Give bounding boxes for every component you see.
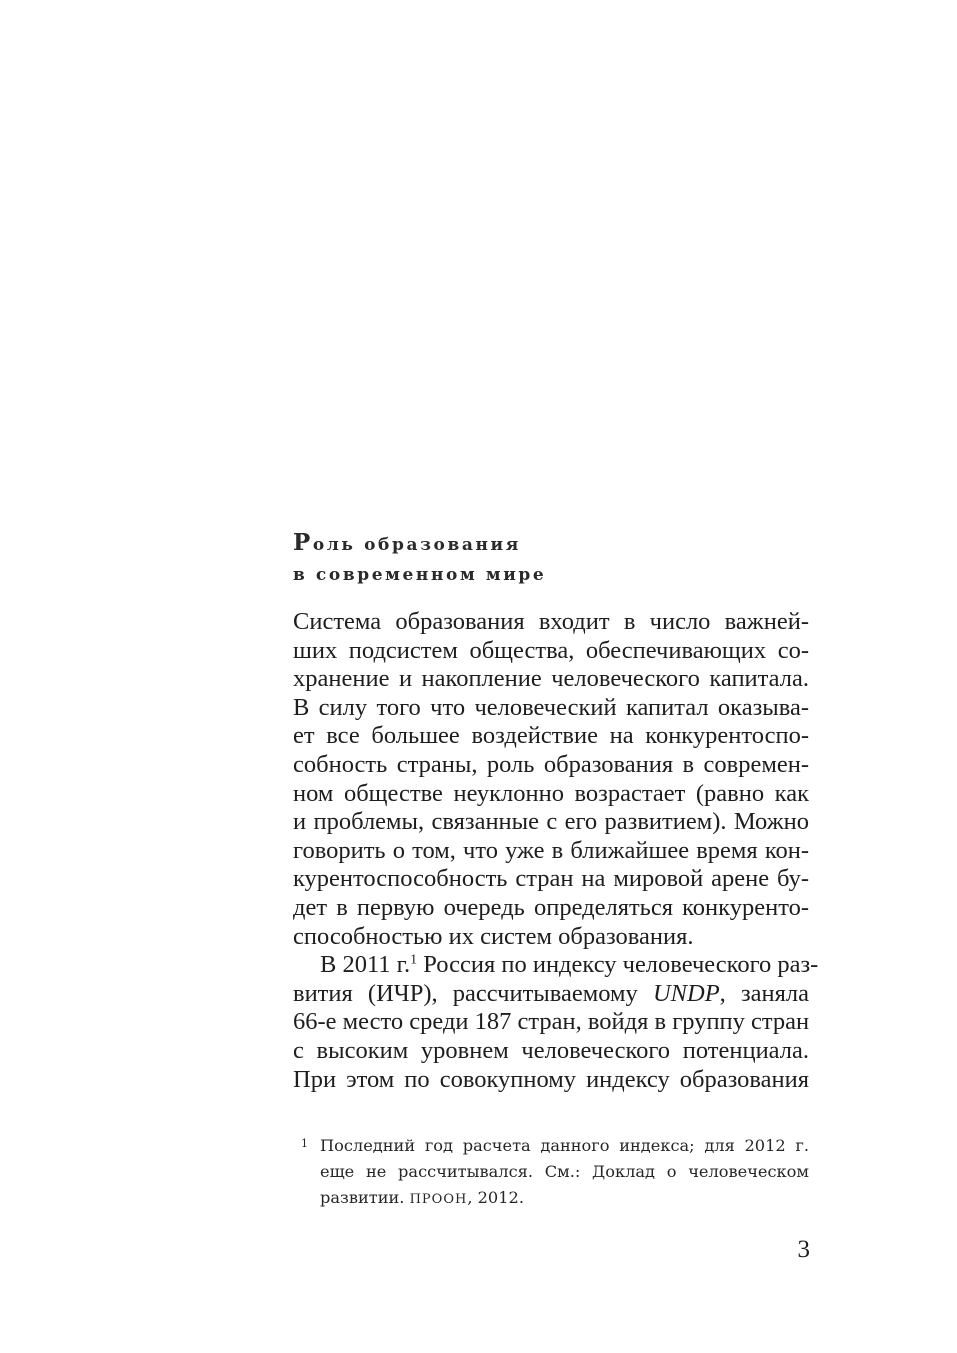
footnote-line: Последний год расчета данного индекса; для 2012 г. — [320, 1136, 809, 1155]
footnote-line: развитии. ПРООН, 2012. — [320, 1188, 524, 1207]
text-line: вития (ИЧР), рассчитываемому UNDP, заняла — [293, 979, 809, 1007]
text-line: ет все большее воздействие на конкурентоспо- — [293, 722, 809, 750]
text-line: При этом по совокупному индексу образования — [293, 1065, 809, 1093]
text-line: курентоспособность стран на мировой арене бу- — [293, 865, 809, 893]
text-line: хранение и накопление человеческого капитала. — [293, 665, 809, 693]
body-text — [293, 608, 819, 1094]
text-line: собность страны, роль образования в современ- — [293, 750, 809, 778]
text-line: и проблемы, связанные с его развитием). Можно — [293, 808, 809, 836]
heading-line-1: Роль образования — [293, 529, 521, 556]
footnote-body — [320, 1133, 809, 1213]
page-number: 3 — [797, 1236, 810, 1263]
text-line: В силу того что человеческий капитал оказыва- — [293, 693, 809, 721]
text-line: говорить о том, что уже в ближайшее время кон- — [293, 836, 809, 864]
footnote-mark: 1 — [301, 1137, 308, 1150]
text-line: 66-е место среди 187 стран, войдя в группу стран — [293, 1008, 810, 1036]
paragraph-2 — [293, 951, 819, 1094]
section-heading — [293, 528, 813, 590]
text-line: дет в первую очередь определяться конкуренто- — [293, 893, 809, 921]
footnote-reference[interactable]: 1 — [410, 952, 418, 968]
undp-abbreviation: UNDP — [652, 979, 720, 1007]
text-line: ших подсистем общества, обеспечивающих со- — [293, 636, 809, 664]
footnote — [293, 1133, 809, 1213]
text-line: способностью их систем образования. — [293, 922, 694, 950]
text-line: с высоким уровнем человеческого потенциала. — [293, 1036, 809, 1064]
text-line: ном обществе неуклонно возрастает (равно как — [293, 779, 809, 807]
paragraph-1 — [293, 608, 809, 951]
text-line: В 2011 г.$^1$ Россия по индексу человеческого раз- — [320, 951, 819, 979]
heading-line-2: в современном мире — [293, 565, 547, 585]
footnote-line: еще не рассчитывался. См.: Доклад о человеческом — [320, 1162, 809, 1181]
text-line: Система образования входит в число важней- — [293, 608, 809, 635]
